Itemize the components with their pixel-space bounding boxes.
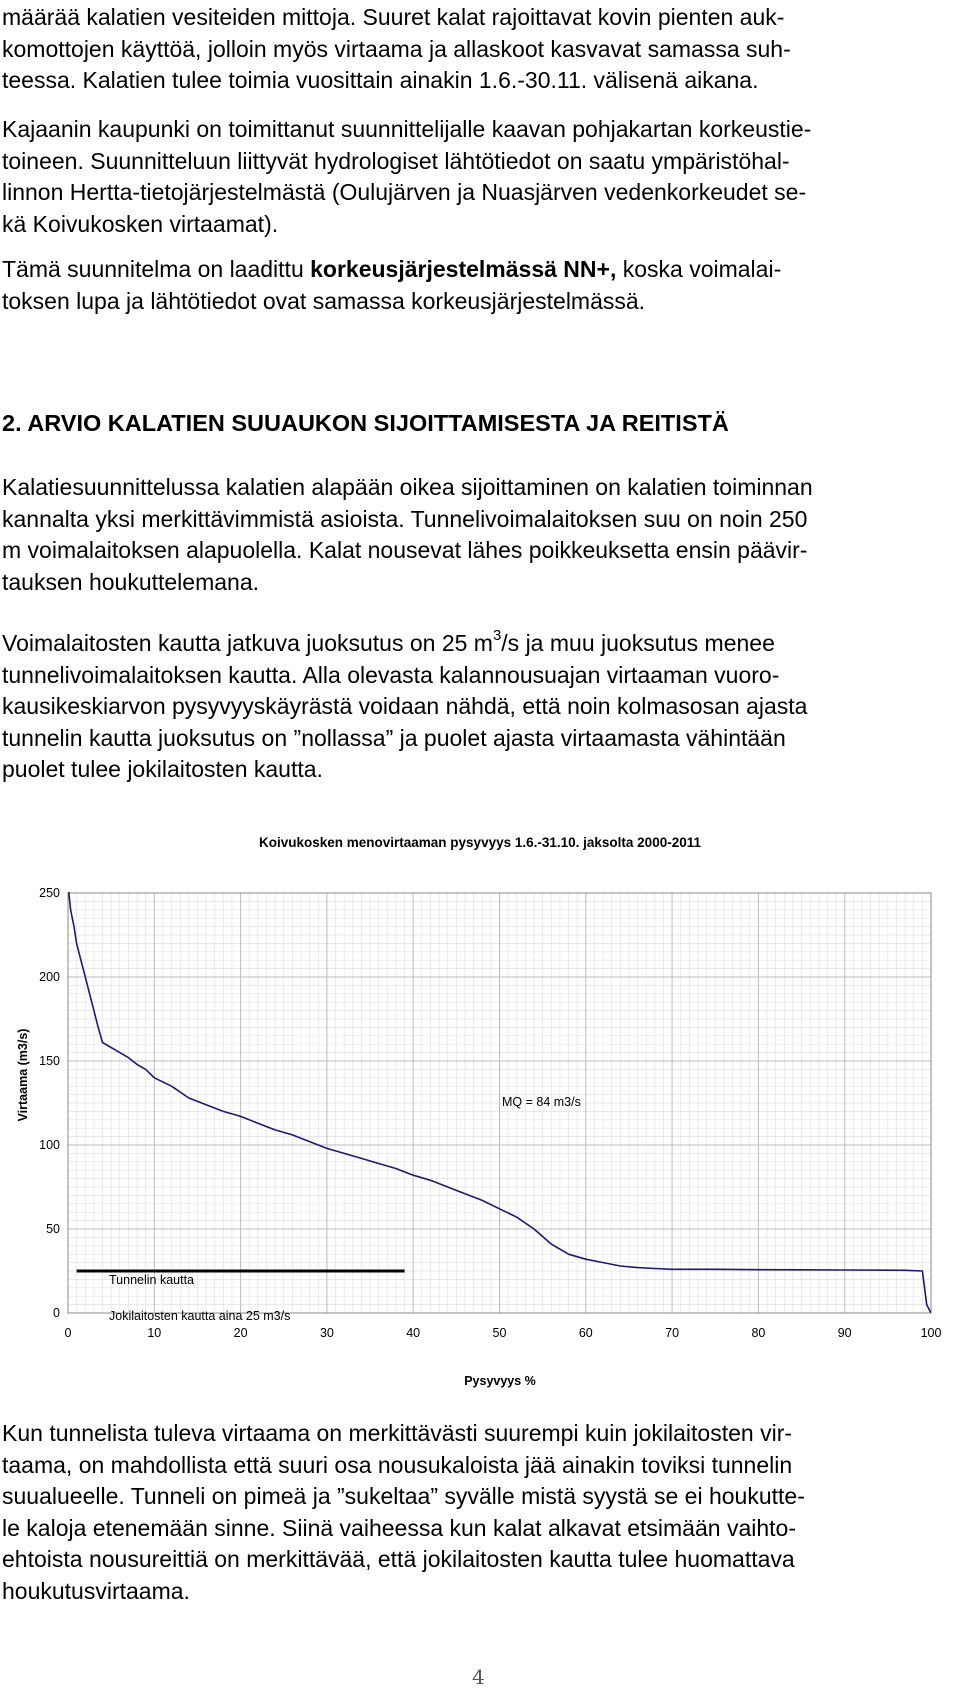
text-line: tunnelin kautta juoksutus on ”nollassa” ja puolet ajasta virtaamasta vähintään <box>2 724 786 751</box>
chart-title: Koivukosken menovirtaaman pysyvyys 1.6.-31.10. jaksolta 2000-2011 <box>258 835 702 850</box>
y-tick-label: 100 <box>39 1138 60 1152</box>
text-line: kannalta yksi merkittävimmistä asioista. Tunnelivoimalaitoksen suu on noin 250 <box>2 505 808 532</box>
text-line: tunnelivoimalaitoksen kautta. Alla olevasta kalannousuajan virtaaman vuoro- <box>2 661 780 688</box>
x-tick-label: 70 <box>665 1326 680 1340</box>
text-line: kausikeskiarvon pysyvyyskäyrästä voidaan nähdä, että noin kolmasosan ajasta <box>2 693 808 719</box>
text-run: /s ja muu juoksutus menee <box>501 630 775 656</box>
y-tick-label: 50 <box>46 1222 60 1236</box>
tunnel-annotation: Tunnelin kautta <box>109 1273 195 1287</box>
x-tick-label: 50 <box>492 1326 507 1340</box>
text-line: määrää kalatien vesiteiden mittoja. Suuret kalat rajoittavat kovin pienten auk- <box>2 4 785 30</box>
x-tick-label: 30 <box>319 1326 334 1340</box>
intro-paragraph <box>2 2 952 97</box>
text-line: puolet tulee jokilaitosten kautta. <box>2 756 323 782</box>
x-tick-label: 10 <box>147 1326 162 1340</box>
x-tick-label: 90 <box>837 1326 852 1340</box>
section-paragraph-1 <box>2 472 952 598</box>
river-plants-annotation: Jokilaitosten kautta aina 25 m3/s <box>109 1309 291 1323</box>
y-tick-label: 200 <box>39 970 60 984</box>
chart-svg <box>0 830 960 1400</box>
text-run: Tämä suunnitelma on laadittu <box>2 256 311 282</box>
text-line: tauksen houkuttelemana. <box>2 568 260 595</box>
text-line: houkutusvirtaama. <box>2 1577 190 1604</box>
text-line: ehtoista nousureittiä on merkittävää, että jokilaitosten kautta tulee huomattava <box>2 1546 795 1572</box>
superscript: 3 <box>492 627 502 645</box>
x-tick-label: 60 <box>578 1326 593 1340</box>
text-line: suualueelle. Tunneli on pimeä ja ”sukeltaa” syvälle mistä syystä se ei houkutte- <box>2 1483 805 1509</box>
text-line: komottojen käyttöä, jolloin myös virtaama ja allaskoot kasvavat samassa suh- <box>2 35 791 62</box>
y-tick-label: 0 <box>53 1306 60 1320</box>
mq-annotation: MQ = 84 m3/s <box>502 1095 581 1109</box>
text-line <box>2 254 952 286</box>
text-line: Kajaanin kaupunki on toimittanut suunnittelijalle kaavan pohjakartan korkeustie- <box>2 116 812 142</box>
y-axis-label: Virtaama (m3/s) <box>16 1028 30 1122</box>
y-tick-label: 250 <box>39 886 60 900</box>
text-line: le kaloja etenemään sinne. Siinä vaiheessa kun kalat alkavat etsimään vaihto- <box>2 1514 796 1541</box>
text-line: taama, on mahdollista että suuri osa nousukaloista jää ainakin toviksi tunnelin <box>2 1451 793 1478</box>
text-line: toksen lupa ja lähtötiedot ovat samassa korkeusjärjestelmässä. <box>2 287 646 314</box>
x-tick-label: 0 <box>64 1326 72 1340</box>
text-run: koska voimalai- <box>616 256 782 282</box>
height-system-paragraph <box>2 254 952 317</box>
y-tick-label: 150 <box>39 1054 60 1068</box>
closing-paragraph <box>2 1418 952 1607</box>
text-line: Kalatiesuunnittelussa kalatien alapään oikea sijoittaminen on kalatien toiminnan <box>2 474 813 500</box>
text-line <box>2 628 952 660</box>
text-line: Kun tunnelista tuleva virtaama on merkittävästi suurempi kuin jokilaitosten vir- <box>2 1420 793 1446</box>
bold-text-run: korkeusjärjestelmässä NN+, <box>310 256 617 282</box>
text-line: kä Koivukosken virtaamat). <box>2 210 279 237</box>
flow-duration-chart <box>0 830 960 1400</box>
text-line: toineen. Suunnitteluun liittyvät hydrologiset lähtötiedot on saatu ympäristöhal- <box>2 147 790 174</box>
x-tick-label: 40 <box>406 1326 421 1340</box>
x-tick-label: 100 <box>920 1326 942 1340</box>
text-line: m voimalaitoksen alapuolella. Kalat nousevat lähes poikkeuksetta ensin päävir- <box>2 537 808 563</box>
page-number: 4 <box>472 1665 485 1689</box>
chart-annotations <box>109 1095 581 1323</box>
chart-grid <box>68 893 931 1313</box>
text-line: teessa. Kalatien tulee toimia vuosittain ainakin 1.6.-30.11. välisenä aikana. <box>2 67 759 93</box>
section-paragraph-2 <box>2 628 952 786</box>
text-line: linnon Hertta-tietojärjestelmästä (Oulujärven ja Nuasjärven vedenkorkeudet se- <box>2 179 807 205</box>
x-axis-label: Pysyvyys % <box>464 1374 536 1388</box>
text-run: Voimalaitosten kautta jatkuva juoksutus on 25 m <box>2 630 493 656</box>
section-heading: 2. ARVIO KALATIEN SUUAUKON SIJOITTAMISESTA JA REITISTÄ <box>2 410 729 436</box>
x-tick-label: 80 <box>751 1326 766 1340</box>
data-source-paragraph <box>2 114 952 240</box>
x-tick-label: 20 <box>233 1326 248 1340</box>
